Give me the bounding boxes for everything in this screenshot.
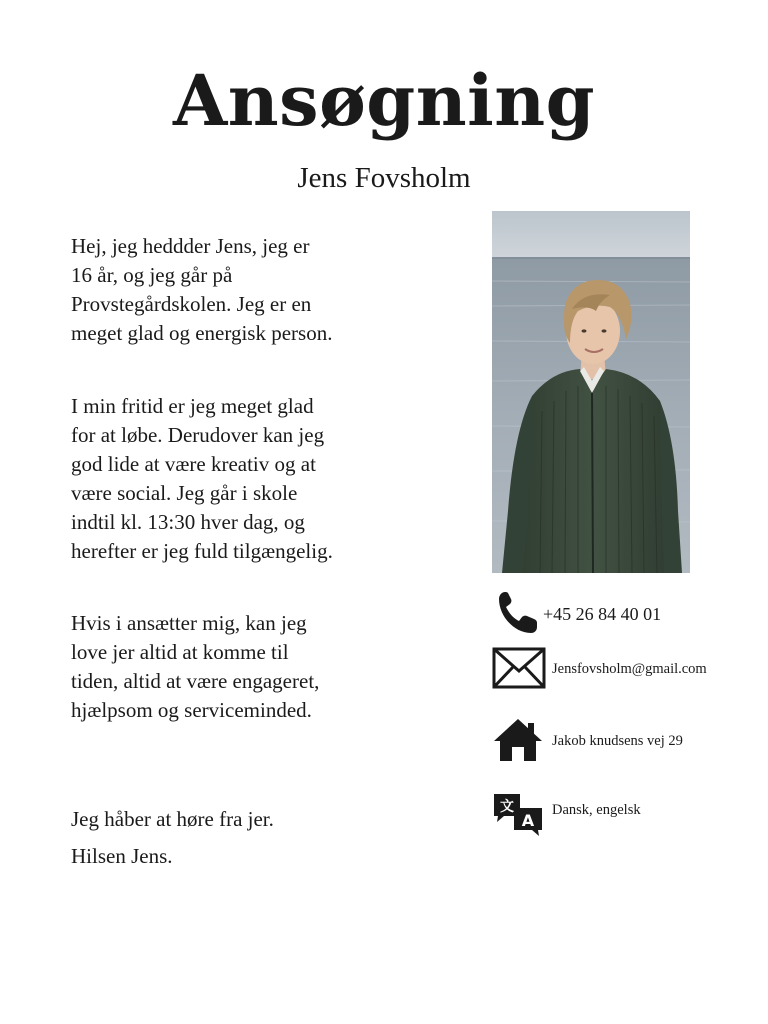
contact-address <box>492 715 762 763</box>
languages-text: Dansk, engelsk <box>552 802 641 818</box>
house-icon <box>492 717 544 767</box>
commitment-paragraph: Hvis i ansætter mig, kan jeg love jer altid at komme til tiden, altid at være engageret, hjælpsom og serviceminded. <box>71 611 320 722</box>
closing-line: Jeg håber at høre fra jer. <box>71 807 274 831</box>
phone-icon <box>496 590 538 640</box>
applicant-photo <box>492 211 690 573</box>
svg-text:A: A <box>521 811 535 830</box>
email-address: Jensfovsholm@gmail.com <box>552 661 707 677</box>
phone-number: +45 26 84 40 01 <box>543 604 662 624</box>
envelope-icon <box>492 647 546 693</box>
translate-icon <box>492 792 544 842</box>
contact-languages <box>492 790 762 838</box>
applicant-name: Jens Fovsholm <box>297 162 471 194</box>
svg-text:文: 文 <box>500 799 514 815</box>
contact-phone <box>492 588 762 636</box>
contact-email <box>492 645 762 693</box>
portrait-illustration <box>492 211 690 573</box>
page-title: Ansøgning <box>172 59 596 142</box>
street-address: Jakob knudsens vej 29 <box>552 733 683 749</box>
free-time-paragraph: I min fritid er jeg meget glad for at løbe. Derudover kan jeg god lide at være kreativ og at være social. Jeg går i skole indtil kl. 13:30 hver dag, og herefter er jeg fuld tilgængelig. <box>71 394 333 563</box>
signoff-line: Hilsen Jens. <box>71 844 173 868</box>
intro-paragraph: Hej, jeg heddder Jens, jeg er 16 år, og jeg går på Provstegårdskolen. Jeg er en meget glad og energisk person. <box>71 234 333 345</box>
